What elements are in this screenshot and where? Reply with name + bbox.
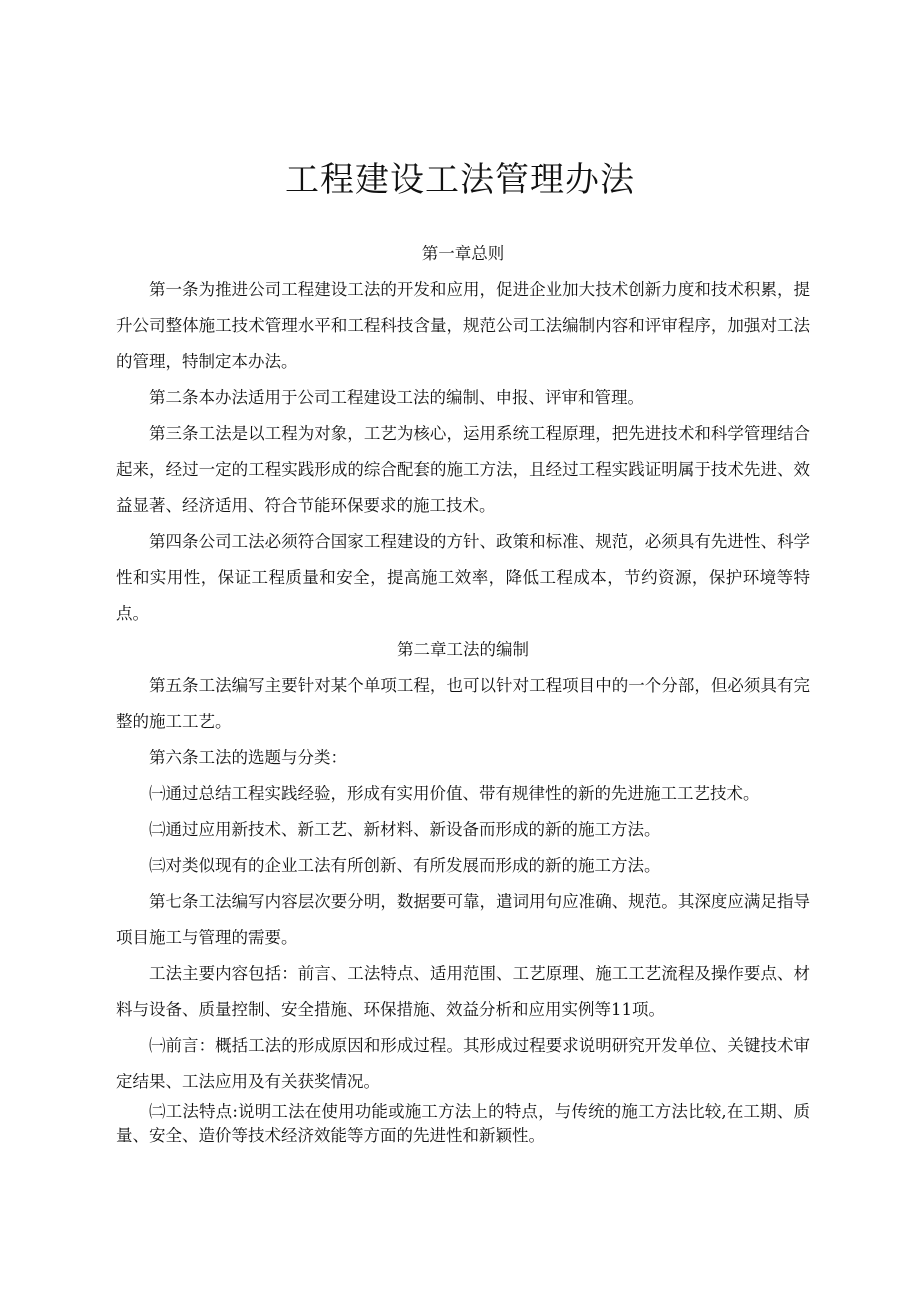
list-item-2: ㈡通过应用新技术、新工艺、新材料、新设备而形成的新的施工方法。 (149, 820, 661, 839)
article-2: 第二条本办法适用于公司工程建设工法的编制、申报、评审和管理。 (149, 388, 644, 407)
list-item-1: ㈠通过总结工程实践经验，形成有实用价值、带有规律性的新的先进施工工艺技术。 (149, 784, 760, 803)
article-3: 第三条工法是以工程为对象，工艺为核心，运用系统工程原理，把先进技术和科学管理结合起来，经过一定的工程实践形成的综合配套的施工方法，且经过工程实践证明属于技术先进、效益显著、经济适用、符合节能环保要求的施工技术。 (116, 424, 810, 515)
content-list-intro: 工法主要内容包括：前言、工法特点、适用范围、工艺原理、施工工艺流程及操作要点、材料与设备、质量控制、安全措施、环保措施、效益分析和应用实例等11项。 (116, 964, 810, 1019)
chapter-heading-2: 第二章工法的编制 (397, 640, 529, 659)
article-1: 第一条为推进公司工程建设工法的开发和应用，促进企业加大技术创新力度和技术积累，提升公司整体施工技术管理水平和工程科技含量，规范公司工法编制内容和评审程序，加强对工法的管理，特制定本办法。 (116, 280, 810, 371)
chapter-heading-1: 第一章总则 (421, 244, 505, 263)
article-6: 第六条工法的选题与分类： (149, 748, 347, 767)
article-7: 第七条工法编写内容层次要分明，数据要可靠，遣词用句应准确、规范。其深度应满足指导项目施工与管理的需要。 (116, 892, 810, 947)
document-title: 工程建设工法管理办法 (285, 160, 635, 200)
list-item-3: ㈢对类似现有的企业工法有所创新、有所发展而形成的新的施工方法。 (149, 856, 661, 875)
document-body (116, 236, 810, 1148)
article-4: 第四条公司工法必须符合国家工程建设的方针、政策和标准、规范，必须具有先进性、科学性和实用性，保证工程质量和安全，提高施工效率，降低工程成本，节约资源，保护环境等特点。 (116, 532, 810, 623)
content-item-preface: ㈠前言：概括工法的形成原因和形成过程。其形成过程要求说明研究开发单位、关键技术审定结果、工法应用及有关获奖情况。 (116, 1036, 810, 1091)
article-5: 第五条工法编写主要针对某个单项工程，也可以针对工程项目中的一个分部，但必须具有完整的施工工艺。 (116, 676, 810, 731)
content-item-features: ㈡工法特点:说明工法在使用功能或施工方法上的特点，与传统的施工方法比较,在工期、质量、安全、造价等技术经济效能等方面的先进性和新颖性。 (116, 1102, 810, 1145)
